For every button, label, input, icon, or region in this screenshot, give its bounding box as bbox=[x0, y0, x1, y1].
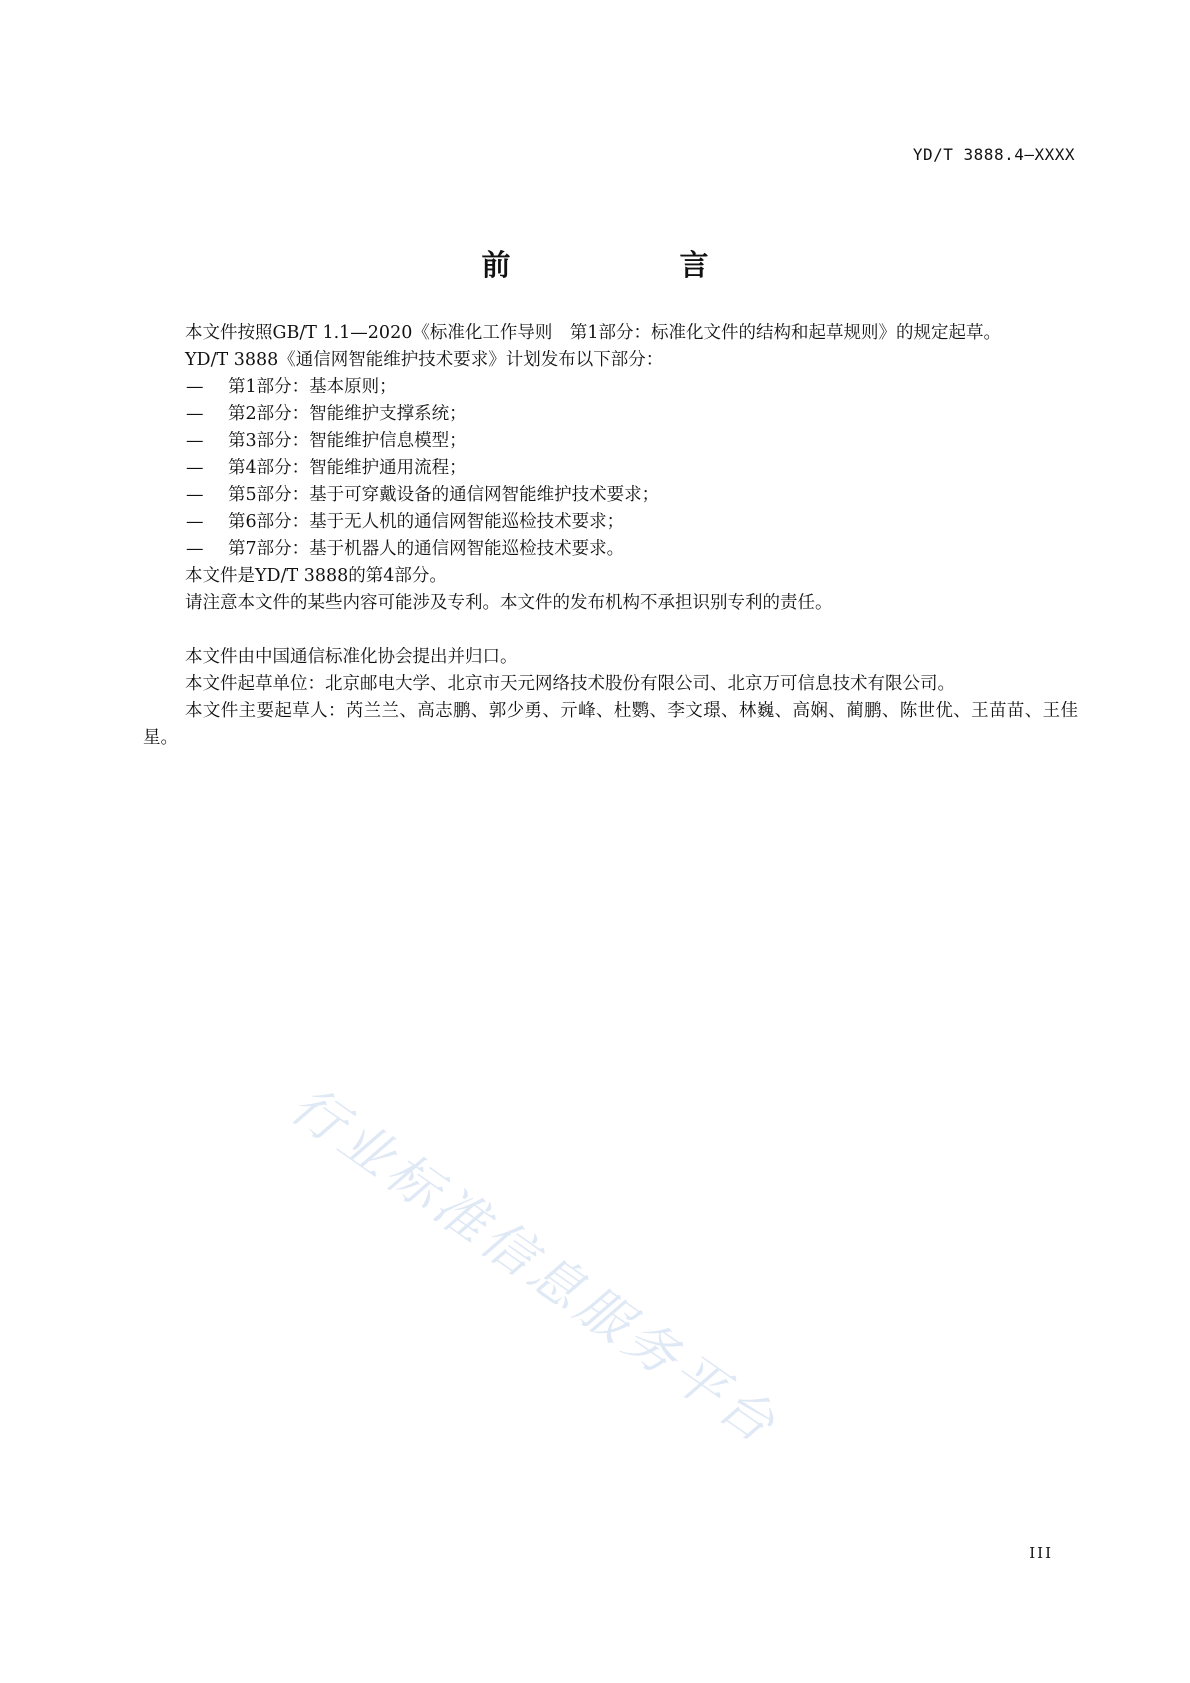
watermark-text: 行业标准信息服务平台 bbox=[279, 1075, 790, 1458]
paragraph-drafters: 本文件主要起草人：芮兰兰、高志鹏、郭少勇、亓峰、杜鹦、李文璟、林巍、高娴、蔺鹏、陈世优、王苗苗、王佳星。 bbox=[143, 701, 1078, 748]
document-code: YD/T 3888.4—XXXX bbox=[912, 145, 1075, 164]
list-item bbox=[143, 374, 1078, 401]
list-item bbox=[143, 455, 1078, 482]
paragraph-patent-notice: 请注意本文件的某些内容可能涉及专利。本文件的发布机构不承担识别专利的责任。 bbox=[185, 593, 833, 613]
list-item-text: 第1部分：基本原则； bbox=[228, 377, 397, 397]
paragraph-drafting-rules: 本文件按照GB/T 1.1—2020《标准化工作导则 第1部分：标准化文件的结构和起草规则》的规定起草。 bbox=[185, 323, 1001, 343]
dash-marker: — bbox=[186, 512, 204, 532]
paragraph-spacer bbox=[143, 617, 1078, 644]
list-item bbox=[143, 536, 1078, 563]
list-item bbox=[143, 428, 1078, 455]
list-item-text: 第4部分：智能维护通用流程； bbox=[228, 458, 467, 478]
dash-marker: — bbox=[186, 431, 204, 451]
list-item bbox=[143, 482, 1078, 509]
list-item bbox=[143, 401, 1078, 428]
dash-marker: — bbox=[186, 377, 204, 397]
list-item-text: 第7部分：基于机器人的通信网智能巡检技术要求。 bbox=[228, 539, 625, 559]
page-number: III bbox=[1029, 1544, 1053, 1562]
list-item-text: 第6部分：基于无人机的通信网智能巡检技术要求； bbox=[228, 512, 625, 532]
paragraph-proposer: 本文件由中国通信标准化协会提出并归口。 bbox=[185, 647, 518, 667]
page-title: 前 言 bbox=[481, 248, 779, 282]
list-item bbox=[143, 509, 1078, 536]
dash-marker: — bbox=[186, 485, 204, 505]
paragraph-part-number: 本文件是YD/T 3888的第4部分。 bbox=[185, 566, 447, 586]
dash-marker: — bbox=[186, 539, 204, 559]
dash-marker: — bbox=[186, 458, 204, 478]
dash-marker: — bbox=[186, 404, 204, 424]
paragraph-series-plan: YD/T 3888《通信网智能维护技术要求》计划发布以下部分： bbox=[185, 350, 664, 370]
document-body bbox=[143, 320, 1078, 752]
parts-list bbox=[143, 374, 1078, 563]
list-item-text: 第5部分：基于可穿戴设备的通信网智能维护技术要求； bbox=[228, 485, 660, 505]
list-item-text: 第3部分：智能维护信息模型； bbox=[228, 431, 467, 451]
list-item-text: 第2部分：智能维护支撑系统； bbox=[228, 404, 467, 424]
paragraph-drafting-units: 本文件起草单位：北京邮电大学、北京市天元网络技术股份有限公司、北京万可信息技术有限公司。 bbox=[185, 674, 955, 694]
